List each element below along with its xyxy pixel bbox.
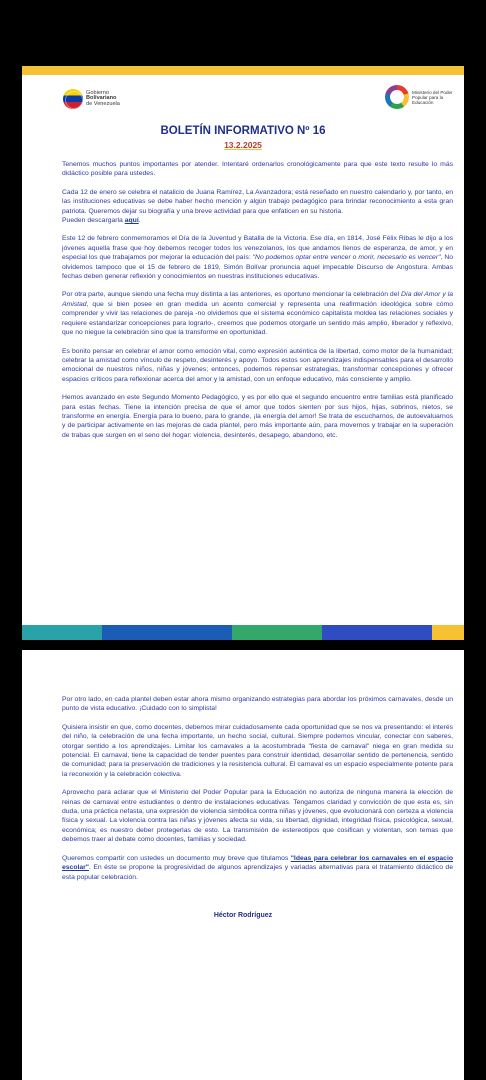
- emphasis-text: Día del Amor y la Amistad: [62, 291, 453, 308]
- paragraph: Por otro lado, en cada plantel deben estar ahora mismo organizando estrategias para abordar los próximos carnavales, desde un punto de vista educativo. ¡Cuidado con lo simplista!: [62, 696, 453, 713]
- paragraph: Aprovecho para aclarar que el Ministerio del Poder Popular para la Educación no autoriza de ninguna manera la elección de reinas de carnaval entre estudiantes o dentro de instalaciones educativas. Tengamos claridad y convicción de que esta es, sin duda, una práctica nefasta, una expresión de violencia simbólica contra niñas y jóvenes, que evolucionará con certeza a violencia física y sexual. La violencia contra las niñas y jóvenes afecta su vida, su libertad, dignidad, integridad física, psicológica, sexual, económica; es nuestro deber protegerlas de esto. La transmisión de estereotipos que cosifican y violentan, son temas que debemos traer al debate como docentes, familias y sociedad.: [62, 789, 453, 844]
- bulletin-date: 13.2.2025: [224, 140, 262, 150]
- gobierno-bolivariano-logo: [63, 89, 120, 109]
- paragraph: Quisiera insistir en que, como docentes, debemos mirar cuidadosamente cada oportunidad que se nos va presentando: el interés del niño, la celebración de una fecha importante, un hecho social, cultural. Siempre podemos vincular, conectar con saberes, otorgar sentido a los aprendizajes. Limitar los carnavales a la acostumbrada "fiesta de carnaval" niega en gran medida su potencial. El carnaval, tiene la capacidad de tender puentes para construir identidad, desarrollar sentido de pertenencia, sentido de comunidad; para la preservación de tradiciones y la resistencia cultural. El carnaval es un espacio especialmente potente para la reconexión y la celebración colectiva.: [62, 723, 453, 778]
- bulletin-page-2: [22, 650, 464, 1080]
- venezuela-flag-icon: [63, 89, 83, 109]
- download-link[interactable]: aquí: [124, 217, 139, 225]
- logo-left-line3: de Venezuela: [86, 100, 120, 107]
- paragraph: Es bonito pensar en celebrar el amor como emoción vital, como expresión auténtica de la libertad, como motor de la humanidad; celebrar la amistad como vínculo de respeto, desinterés y apoyo. Todos estos son aprendizajes indispensables para el desarrollo emocional de nuestros niños, niñas y jóvenes; entonces, podemos repensar estrategias, transformar concepciones y ofrecer espacios críticos para reflexionar acerca del amor y la amistad, con un enfoque educativo, más consciente y amplio.: [62, 347, 453, 383]
- ribas-quote: "No podemos optar entre vencer o morir, necesario es vencer": [252, 254, 441, 262]
- paragraph: Tenemos muchos puntos importantes por atender. Intentaré ordenarlos cronológicamente para que este texto resulte lo más didáctico posible para ustedes.: [62, 161, 453, 178]
- carnaval-document-link[interactable]: "Ideas para celebrar los carnavales en el espacio escolar": [62, 854, 454, 872]
- paragraph: Queremos compartir con ustedes un documento muy breve que titulamos "Ideas para celebrar los carnavales en el espacio escolar". En éste se propone la progresividad de algunos aprendizajes y variadas alternativas para el tratamiento didáctico de esta popular celebración.: [62, 854, 454, 881]
- bottom-color-stripe: [22, 625, 464, 640]
- logo-left-line1: Gobierno: [86, 89, 110, 96]
- paragraph: Cada 12 de enero se celebra el natalicio de Juana Ramírez, La Avanzadora; está reseñado en nuestro calendario y, por tanto, en las instituciones educativas se debe haber hecho mención y algún trabajo pedagógico para brindar reconocimiento a esta gran patriota. Queremos dejar su biografía y una breve actividad para que enfaticen en su historia. Pueden descargarla aquí.: [62, 188, 453, 225]
- bulletin-title: BOLETÍN INFORMATIVO Nº 16: [160, 125, 326, 137]
- bulletin-page-1: [22, 66, 464, 640]
- top-color-stripe: [22, 66, 464, 75]
- logo-left-line2: Bolivariano: [86, 95, 117, 102]
- paragraph: Hemos avanzado en este Segundo Momento Pedagógico, y es por ello que el segundo encuentro entre familias está planificado para estas fechas. Tiene la intención precisa de que el amor que todos sienten por sus hijos, hijas, sobrinos, nietos, se transforme en energía. Energía para lo bueno, para lo grande, ¡la energía del amor! Se trata de escucharnos, de autoevaluarnos y de participar activamente en las mejoras de cada plantel, pero más importante aún, para movernos y trabajar en la superación de trabas que surgen en el seno del hogar: violencia, desinterés, desapego, abandono, etc.: [62, 394, 453, 439]
- paragraph: Este 12 de febrero conmemoramos el Día de la Juventud y Batalla de la Victoria. Ese día, en 1814, José Félix Ribas le dijo a los jóvenes aquella frase que hoy debemos recoger todos los venezolanos, los que andamos llenos de esperanza, de amor, y en especial los que trabajamos por mejorar la educación del país: "No podemos optar entre vencer o morir, necesario es vencer". No olvidemos tampoco que el 15 de febrero de 1819, Simón Bolívar pronuncia aquel impecable Discurso de Angostura. Ambas fechas deben generar reflexión y conocimientos en nuestras instituciones educativas.: [62, 235, 454, 281]
- bulletin-body: [22, 160, 464, 440]
- signature: Héctor Rodríguez: [213, 911, 273, 919]
- paragraph: Por otra parte, aunque siendo una fecha muy distinta a las anteriores, es oportuno mencionar la celebración del Día del Amor y la Amistad, que si bien posee en gran medida un acento comercial y representa una reafirmación ideológica sobre cómo comprender y vivir las relaciones de pareja -no olvidemos que el sistema económico capitalista moldea las relaciones sociales y requiere estandarizar concepciones para lograrlo-, creemos que podemos otorgarle un sentido más amplio, liberador y reflexivo, que no niegue la celebración sino que la transforme en oportunidad.: [62, 291, 453, 337]
- bulletin-body: [22, 695, 464, 882]
- ministerio-logo: [385, 85, 456, 109]
- ministerio-ring-icon: [385, 85, 409, 109]
- ministerio-logo-text: Ministerio del Poder Popular para la Educación: [412, 89, 453, 105]
- letterhead: [22, 75, 464, 115]
